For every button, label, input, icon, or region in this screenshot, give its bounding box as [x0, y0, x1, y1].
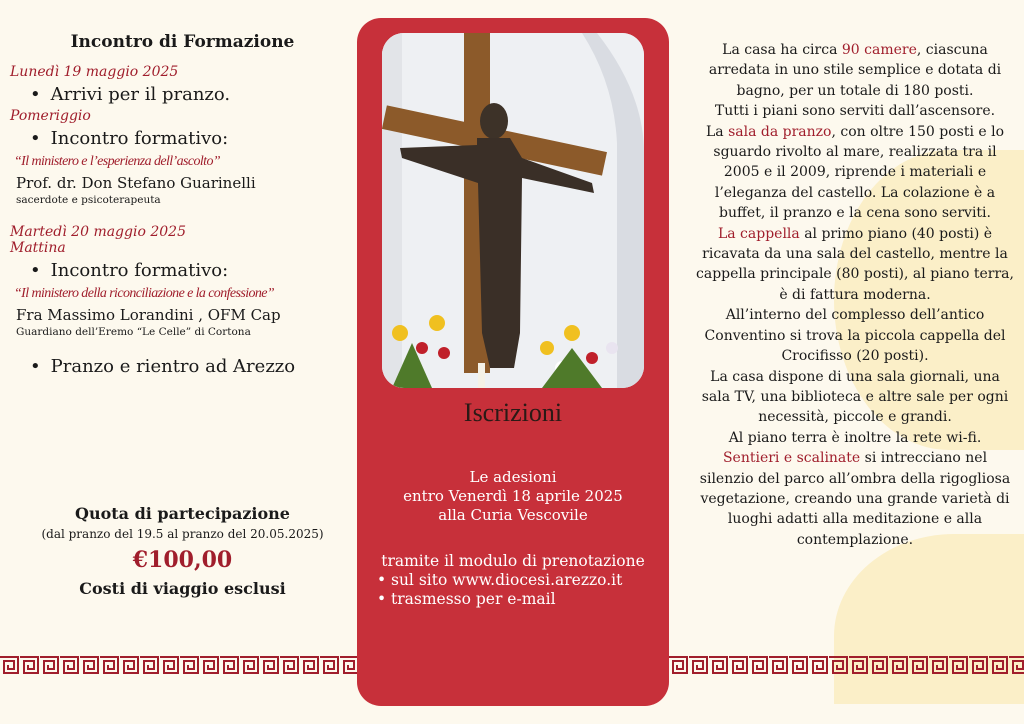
- crucifix-photo: [382, 33, 644, 388]
- day2-session-label: • Incontro formativo:: [30, 258, 355, 284]
- fee-title: Quota di partecipazione: [75, 504, 290, 523]
- dining-text-a: La: [705, 123, 729, 140]
- method-website: • sul sito www.diocesi.arezzo.it: [373, 571, 659, 590]
- greek-key-border-left: [0, 655, 357, 675]
- day2-speaker-role: Guardiano dell’Eremo “Le Celle” di Cortona: [16, 326, 251, 338]
- dining-highlight: sala da pranzo: [728, 123, 832, 140]
- paths-text: si intrecciano nel silenzio del parco all’ombra della rigogliosa vegetazione, creando una grande varietà di luoghi adatti alla meditazione e alla contemplazione.: [699, 450, 1011, 548]
- chapel-highlight: La cappella: [717, 225, 800, 242]
- day2-speaker: Fra Massimo Lorandini , OFM Cap: [16, 306, 281, 324]
- day1-speaker-role: sacerdote e psicoterapeuta: [16, 194, 161, 206]
- registration-method: [367, 552, 659, 609]
- day1-speaker: Prof. dr. Don Stefano Guarinelli: [16, 174, 256, 192]
- chapel-text: al primo piano (40 posti) è ricavata da una sala del castello, mentre la cappella principale (80 posti), al piano terra, è di fattura moderna.: [696, 225, 1014, 303]
- paths-paragraph: [695, 448, 1015, 550]
- elevator-paragraph: Tutti i piani sono serviti dall’ascensore.: [714, 103, 996, 120]
- left-column: [10, 28, 355, 380]
- day1-session-title: “Il ministero e l’esperienza dell’ascolto”: [14, 154, 221, 169]
- day2-closing: • Pranzo e rientro ad Arezzo: [30, 354, 355, 380]
- rooms-text-a: La casa ha circa: [722, 42, 842, 58]
- right-column: [695, 40, 1015, 550]
- rooms-services-paragraph: La casa dispone di una sala giornali, una sala TV, una biblioteca e altre sale per ogni necessità, piccole e grandi.: [701, 368, 1009, 426]
- registration-panel: [357, 18, 669, 706]
- adesioni-line-1: Le adesioni: [469, 468, 557, 486]
- fee-note: Costi di viaggio esclusi: [79, 579, 286, 598]
- fee-subtitle: (dal pranzo del 19.5 al pranzo del 20.05.2025): [41, 527, 324, 541]
- decor-blob-bottom: [834, 534, 1024, 704]
- day2-morning: Mattina: [10, 240, 66, 256]
- day1-afternoon: Pomeriggio: [10, 108, 91, 124]
- fee-section: [10, 504, 355, 598]
- rooms-text-c: , ciascuna arredata in uno stile semplice e dotata di bagno, per un totale di 180 posti.: [708, 42, 1002, 99]
- event-title: Incontro di Formazione: [70, 32, 295, 52]
- day1-date: Lunedì 19 maggio 2025: [10, 64, 179, 80]
- tramite-line: tramite il modulo di prenotazione: [381, 552, 645, 570]
- greek-key-border-right: [669, 655, 1024, 675]
- registration-deadline: [357, 468, 669, 525]
- day1-session-label: • Incontro formativo:: [30, 126, 355, 152]
- day2-session-title: “Il ministero della riconciliazione e la confessione”: [14, 286, 275, 301]
- fee-price: €100,00: [132, 547, 233, 573]
- registration-heading: Iscrizioni: [463, 398, 563, 427]
- adesioni-line-2: entro Venerdì 18 aprile 2025: [403, 487, 623, 505]
- chapel-paragraph: [695, 224, 1015, 306]
- dining-paragraph: [695, 122, 1015, 224]
- conventino-paragraph: All’interno del complesso dell’antico Conventino si trova la piccola cappella del Crocifisso (20 posti).: [704, 307, 1006, 365]
- day2-date: Martedì 20 maggio 2025: [10, 224, 186, 240]
- dining-text-c: , con oltre 150 posti e lo sguardo rivolto al mare, realizzata tra il 2005 e il 2009, riprende i materiali e l’eleganza del castello. La colazione è a buffet, il pranzo e la cena sono serviti.: [713, 123, 1005, 222]
- method-email: • trasmesso per e-mail: [373, 590, 659, 609]
- wifi-paragraph: Al piano terra è inoltre la rete wi-fi.: [728, 429, 982, 446]
- day1-arrival: • Arrivi per il pranzo.: [30, 82, 355, 108]
- paths-highlight: Sentieri e scalinate: [722, 450, 861, 467]
- adesioni-line-3: alla Curia Vescovile: [438, 506, 588, 524]
- rooms-paragraph: [695, 40, 1015, 101]
- rooms-highlight: 90 camere: [841, 42, 917, 58]
